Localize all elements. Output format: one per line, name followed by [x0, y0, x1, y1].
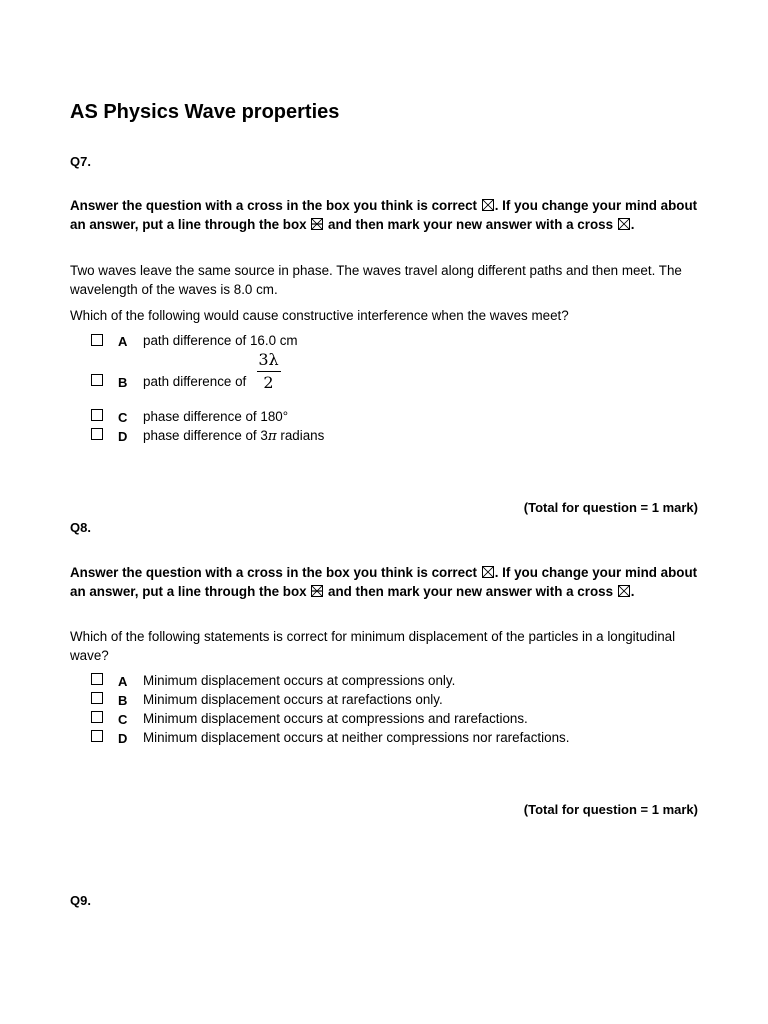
option-text-a: Minimum displacement occurs at compressions only. — [143, 673, 456, 688]
option-checkbox-d[interactable] — [91, 730, 103, 742]
option-checkbox-a[interactable] — [91, 673, 103, 685]
option-letter-c: C — [118, 712, 128, 727]
option-checkbox-c[interactable] — [91, 409, 103, 421]
option-text-c: Minimum displacement occurs at compressions and rarefactions. — [143, 711, 528, 726]
page-title: AS Physics Wave properties — [70, 101, 340, 123]
option-checkbox-b[interactable] — [91, 374, 103, 386]
q9-label: Q9. — [70, 893, 91, 908]
option-letter-a: A — [118, 334, 128, 349]
q7-total: (Total for question = 1 mark) — [523, 500, 698, 515]
crossed-box-icon — [618, 585, 630, 597]
q8-total: (Total for question = 1 mark) — [523, 802, 698, 817]
q8-question: Which of the following statements is correct for minimum displacement of the particles in a longitudinal wave? — [70, 629, 676, 663]
q8-label: Q8. — [70, 520, 91, 535]
fraction-denominator: 2 — [263, 373, 274, 392]
instruction-text-1: Answer the question with a cross in the box you think is correct — [70, 565, 481, 580]
option-text-d: Minimum displacement occurs at neither compressions nor rarefactions. — [143, 730, 570, 745]
instruction-text-4: . — [630, 583, 635, 599]
struck-crossed-box-icon — [311, 585, 323, 597]
fraction-numerator: 3λ — [258, 350, 279, 369]
instruction-text-2: . If you change your mind about an answer, put a line through the box — [70, 565, 698, 599]
option-letter-a: A — [118, 674, 128, 689]
option-text-a: path difference of 16.0 cm — [143, 333, 298, 348]
q7-question: Which of the following would cause constructive interference when the waves meet? — [70, 308, 569, 323]
q7-label: Q7. — [70, 154, 91, 169]
option-checkbox-b[interactable] — [91, 692, 103, 704]
option-text-b: Minimum displacement occurs at rarefactions only. — [143, 692, 443, 707]
option-text-c: phase difference of 180° — [143, 409, 289, 424]
instruction-text-3: and then mark your new answer with a cross — [324, 583, 617, 599]
option-checkbox-d[interactable] — [91, 428, 103, 440]
fraction-bar — [257, 371, 281, 372]
struck-crossed-box-icon — [311, 218, 323, 230]
q7-stem: Two waves leave the same source in phase. The waves travel along different paths and then meet. The wavelength of the waves is 8.0 cm. — [70, 263, 682, 297]
crossed-box-icon — [618, 218, 630, 230]
option-letter-d: D — [118, 731, 128, 746]
option-letter-d: D — [118, 429, 128, 444]
q8-instructions — [70, 564, 700, 601]
crossed-box-icon — [482, 566, 494, 578]
option-text-d — [143, 428, 324, 444]
option-text-d-post: radians — [276, 428, 325, 443]
option-text-b: path difference of — [143, 374, 247, 389]
option-text-d-pre: phase difference of 3 — [143, 428, 268, 443]
option-letter-c: C — [118, 410, 128, 425]
q7-instructions — [70, 197, 700, 234]
option-checkbox-c[interactable] — [91, 711, 103, 723]
instruction-text-3: and then mark your new answer with a cross — [324, 216, 617, 232]
instruction-text-2: . If you change your mind about an answer, put a line through the box — [70, 198, 698, 232]
crossed-box-icon — [482, 199, 494, 211]
instruction-text-1: Answer the question with a cross in the box you think is correct — [70, 198, 481, 213]
option-checkbox-a[interactable] — [91, 334, 103, 346]
instruction-text-4: . — [630, 216, 635, 232]
pi-symbol: π — [267, 429, 277, 444]
option-letter-b: B — [118, 693, 128, 708]
option-letter-b: B — [118, 375, 128, 390]
